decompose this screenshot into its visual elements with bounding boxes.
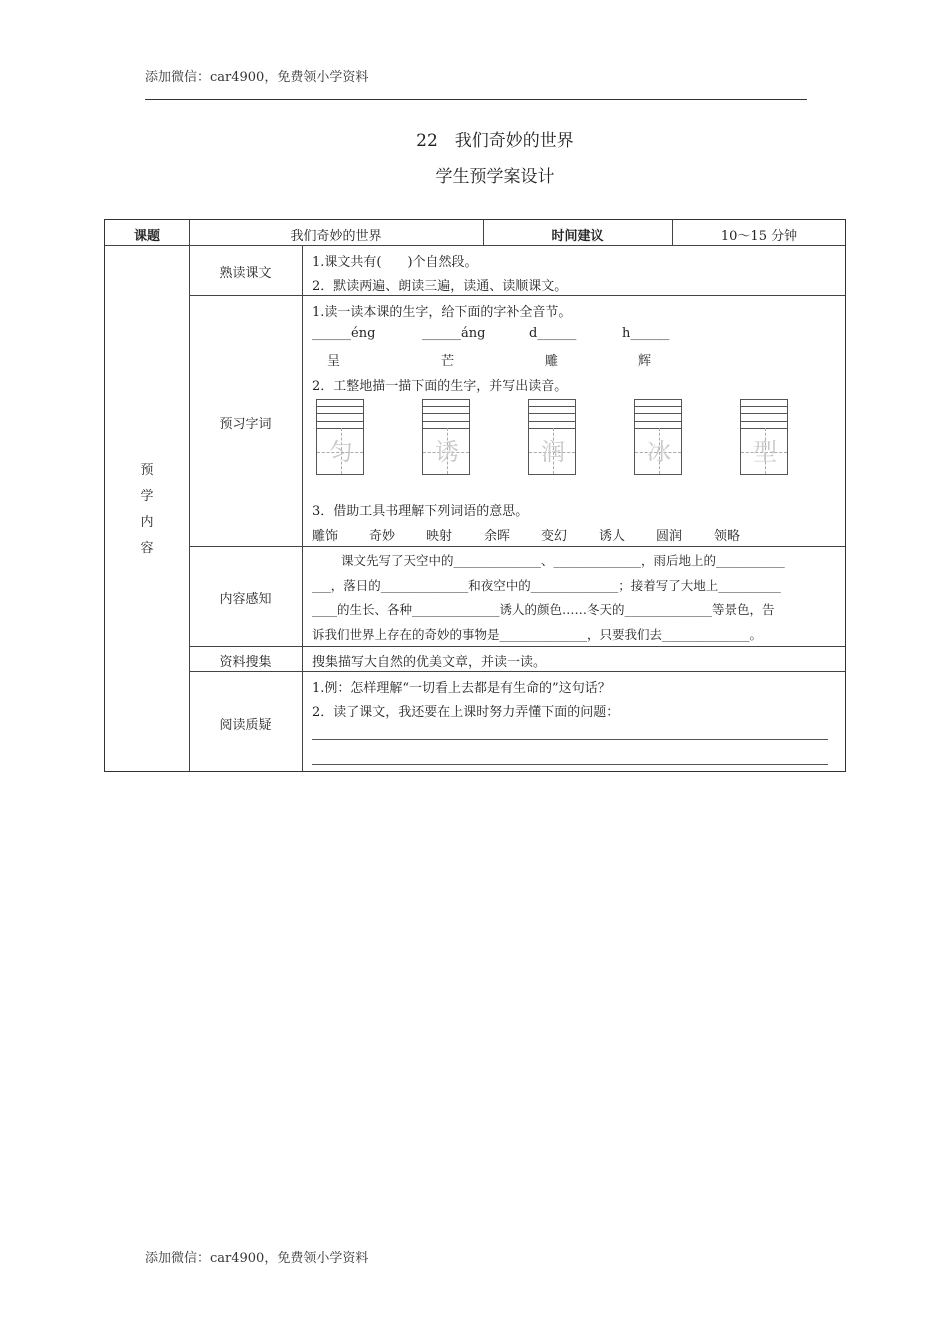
- question-label: 阅读质疑: [219, 718, 272, 733]
- topic-label: 课题: [133, 229, 160, 244]
- question-line-1: 1.例：怎样理解“一切看上去都是有生命的”这句话？: [312, 681, 611, 696]
- trace-box-1[interactable]: [316, 399, 364, 475]
- vocab-5: 变幻: [541, 529, 568, 544]
- vocab-6: 诱人: [599, 529, 626, 544]
- pinyin-char-1: 呈: [327, 354, 341, 369]
- trace-char-4: 冰: [647, 438, 671, 466]
- pinyin-blank-1: ______éng: [312, 326, 376, 341]
- trace-char-2: 诱: [435, 438, 459, 466]
- trace-char-1: 匀: [329, 438, 353, 466]
- pinyin-char-3: 雕: [545, 354, 559, 369]
- header-rule: [145, 99, 807, 100]
- page-subtitle: 学生预学案设计: [435, 167, 555, 187]
- content-label: 内容感知: [219, 592, 272, 607]
- answer-line-1[interactable]: [312, 739, 828, 740]
- collect-label: 资料搜集: [219, 655, 272, 670]
- trace-box-3[interactable]: [528, 399, 576, 475]
- footer-note: 添加微信：car4900，免费领小学资料: [145, 1251, 369, 1266]
- time-value: 10～15 分钟: [720, 229, 798, 244]
- trace-box-5[interactable]: [740, 399, 788, 475]
- page-title: 22 我们奇妙的世界: [416, 131, 574, 151]
- words-q3: 3．借助工具书理解下列词语的意思。: [312, 504, 529, 519]
- reading-label: 熟读课文: [219, 266, 272, 281]
- vocab-8: 领略: [714, 529, 741, 544]
- vocab-7: 圆润: [656, 529, 683, 544]
- trace-box-2[interactable]: [422, 399, 470, 475]
- trace-box-4[interactable]: [634, 399, 682, 475]
- content-line-4: 诉我们世界上存在的奇妙的事物是______________，只要我们去______________。: [312, 627, 763, 642]
- answer-line-2[interactable]: [312, 764, 828, 765]
- pinyin-blank-2: ______áng: [422, 326, 486, 341]
- content-line-1: 课文先写了天空中的______________、______________，雨后地上的___________: [341, 553, 785, 568]
- plan-table: [104, 219, 846, 772]
- question-line-2: 2．读了课文，我还要在上课时努力弄懂下面的问题：: [312, 705, 620, 720]
- reading-line-2: 2．默读两遍、朗读三遍，读通、读顺课文。: [312, 279, 568, 294]
- pinyin-char-4: 辉: [638, 354, 652, 369]
- reading-line-1: 1.课文共有( )个自然段。: [312, 255, 478, 270]
- trace-char-5: 型: [753, 438, 777, 466]
- content-line-2: ___，落日的______________和夜空中的______________；接着写了大地上__________: [312, 578, 781, 593]
- words-q1: 1.读一读本课的生字，给下面的字补全音节。: [312, 305, 572, 320]
- vocab-3: 映射: [426, 529, 453, 544]
- time-label: 时间建议: [551, 229, 604, 244]
- pinyin-char-2: 芒: [441, 354, 455, 369]
- content-line-3: ____的生长、各种______________诱人的颜色……冬天的______________等景色，告: [312, 602, 775, 617]
- words-label: 预习字词: [219, 417, 272, 432]
- vocab-1: 雕饰: [312, 529, 339, 544]
- pinyin-blank-3: d______: [529, 326, 577, 341]
- vocab-4: 余晖: [484, 529, 511, 544]
- collect-text: 搜集描写大自然的优美文章，并读一读。: [312, 655, 547, 670]
- header-note: 添加微信：car4900，免费领小学资料: [145, 70, 369, 85]
- section-label: 预 学 内 容: [140, 463, 154, 556]
- topic-value: 我们奇妙的世界: [290, 229, 382, 244]
- pinyin-blank-4: h______: [622, 326, 670, 341]
- words-q2: 2．工整地描一描下面的生字，并写出读音。: [312, 379, 568, 394]
- vocab-2: 奇妙: [369, 529, 396, 544]
- trace-char-3: 润: [541, 438, 565, 466]
